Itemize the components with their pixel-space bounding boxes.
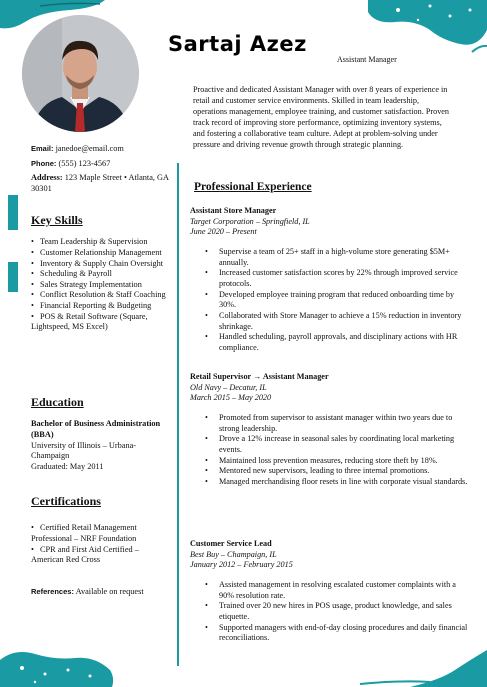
job-entry bbox=[190, 539, 470, 644]
skills-section bbox=[31, 213, 173, 333]
job-bullet: • Supervise a team of 25+ staff in a high-volume store generating $5M+ annually. bbox=[219, 247, 470, 268]
skill-item: • Sales Strategy Implementation bbox=[31, 279, 142, 289]
job-entry bbox=[190, 372, 470, 488]
job-bullet: • Promoted from supervisor to assistant manager within two years due to strong leadership. bbox=[219, 413, 470, 434]
certification-item: • CPR and First Aid Certified – American Red Cross bbox=[31, 544, 139, 565]
job-dates: January 2012 – February 2015 bbox=[190, 560, 293, 570]
candidate-role: Assistant Manager bbox=[337, 55, 397, 64]
address-value: 123 Maple Street • Atlanta, GA 30301 bbox=[31, 173, 169, 193]
job-bullets bbox=[190, 413, 470, 488]
bottom-right-wave-decoration bbox=[360, 640, 487, 687]
skill-item: • Team Leadership & Supervision bbox=[31, 237, 148, 247]
job-bullet: • Increased customer satisfaction scores by 22% through improved service protocols. bbox=[219, 268, 470, 289]
contact-block bbox=[31, 144, 173, 194]
phone-label: Phone: bbox=[31, 158, 57, 168]
address-label: Address: bbox=[31, 173, 63, 183]
job-bullet: • Mentored new supervisors, leading to three internal promotions. bbox=[219, 466, 470, 477]
job-title: Customer Service Lead bbox=[190, 539, 272, 548]
skill-item: • Scheduling & Payroll bbox=[31, 269, 112, 279]
left-accent-bar-lower bbox=[8, 262, 18, 292]
education-degree: Bachelor of Business Administration (BBA) bbox=[31, 419, 161, 439]
job-bullet: • Drove a 12% increase in seasonal sales by coordinating local marketing events. bbox=[219, 434, 470, 455]
skills-list bbox=[31, 237, 173, 332]
skill-item: • Inventory & Supply Chain Oversight bbox=[31, 258, 164, 268]
skills-heading: Key Skills bbox=[31, 213, 83, 227]
email-label: Email: bbox=[31, 144, 54, 153]
top-right-blob-decoration bbox=[360, 0, 487, 58]
job-bullet: • Supported managers with end-of-day closing procedures and daily financial reconciliations. bbox=[219, 623, 470, 644]
experience-heading: Professional Experience bbox=[194, 181, 312, 193]
education-graduated: Graduated: May 2011 bbox=[31, 461, 104, 471]
professional-summary: Proactive and dedicated Assistant Manager with over 8 years of experience in retail and customer service environments. Skilled in team leadership, operations management, employee training, and customer satisfaction. Proven track record of improving store performance, optimizing inventory systems, and fostering a collaborative team culture. Adept at problem-solving under pressure and driving revenue growth through strategic planning. bbox=[193, 85, 450, 149]
references-value: Available on request bbox=[75, 587, 144, 596]
job-bullet: • Maintained loss prevention measures, reducing store theft by 18%. bbox=[219, 456, 470, 467]
contact-email bbox=[31, 144, 173, 155]
job-bullet: • Trained over 20 new hires in POS usage, product knowledge, and sales etiquette. bbox=[219, 601, 470, 622]
experience-section bbox=[190, 180, 470, 195]
job-bullet: • Assisted management in resolving escalated customer complaints with a 90% resolution rate. bbox=[219, 580, 470, 601]
references-label: References: bbox=[31, 587, 74, 596]
contact-address bbox=[31, 173, 173, 194]
skill-item: • Financial Reporting & Budgeting bbox=[31, 301, 152, 311]
references-block bbox=[31, 587, 173, 598]
profile-photo bbox=[22, 15, 139, 132]
job-dates: June 2020 – Present bbox=[190, 227, 257, 237]
left-accent-bar bbox=[8, 195, 18, 230]
education-heading: Education bbox=[31, 395, 84, 409]
education-section bbox=[31, 395, 173, 472]
certifications-list bbox=[31, 523, 173, 565]
email-value: janedoe@email.com bbox=[55, 144, 124, 153]
certification-item: • Certified Retail Management Professional – NRF Foundation bbox=[31, 523, 137, 543]
skill-item: • POS & Retail Software (Square, Lightspeed, MS Excel) bbox=[31, 311, 148, 332]
skill-item: • Customer Relationship Management bbox=[31, 247, 162, 257]
bottom-left-blob-decoration bbox=[0, 640, 115, 687]
job-bullet: • Collaborated with Store Manager to achieve a 15% reduction in inventory shrinkage. bbox=[219, 311, 470, 332]
job-bullet: • Developed employee training program that reduced onboarding time by 30%. bbox=[219, 290, 470, 311]
job-title: Assistant Store Manager bbox=[190, 206, 277, 215]
certifications-heading: Certifications bbox=[31, 494, 101, 508]
job-company: Best Buy – Champaign, IL bbox=[190, 549, 277, 559]
job-bullets bbox=[190, 247, 470, 354]
certifications-section bbox=[31, 494, 173, 566]
skill-item: • Conflict Resolution & Staff Coaching bbox=[31, 290, 166, 300]
job-bullet: • Handled scheduling, payroll approvals, and disciplinary actions with HR compliance. bbox=[219, 332, 470, 353]
candidate-name: Sartaj Azez bbox=[168, 32, 307, 56]
job-title: Retail Supervisor → Assistant Manager bbox=[190, 372, 329, 381]
job-entry bbox=[190, 206, 470, 354]
job-bullet: • Managed merchandising floor resets in line with corporate visual standards. bbox=[219, 477, 470, 488]
education-school: University of Illinois – Urbana-Champaign bbox=[31, 440, 137, 461]
job-bullets bbox=[190, 580, 470, 644]
contact-phone bbox=[31, 159, 173, 170]
job-company: Target Corporation – Springfield, IL bbox=[190, 216, 310, 226]
phone-value: (555) 123-4567 bbox=[58, 158, 111, 168]
job-dates: March 2015 – May 2020 bbox=[190, 393, 272, 403]
job-company: Old Navy – Decatur, IL bbox=[190, 382, 267, 392]
column-divider bbox=[177, 163, 179, 666]
